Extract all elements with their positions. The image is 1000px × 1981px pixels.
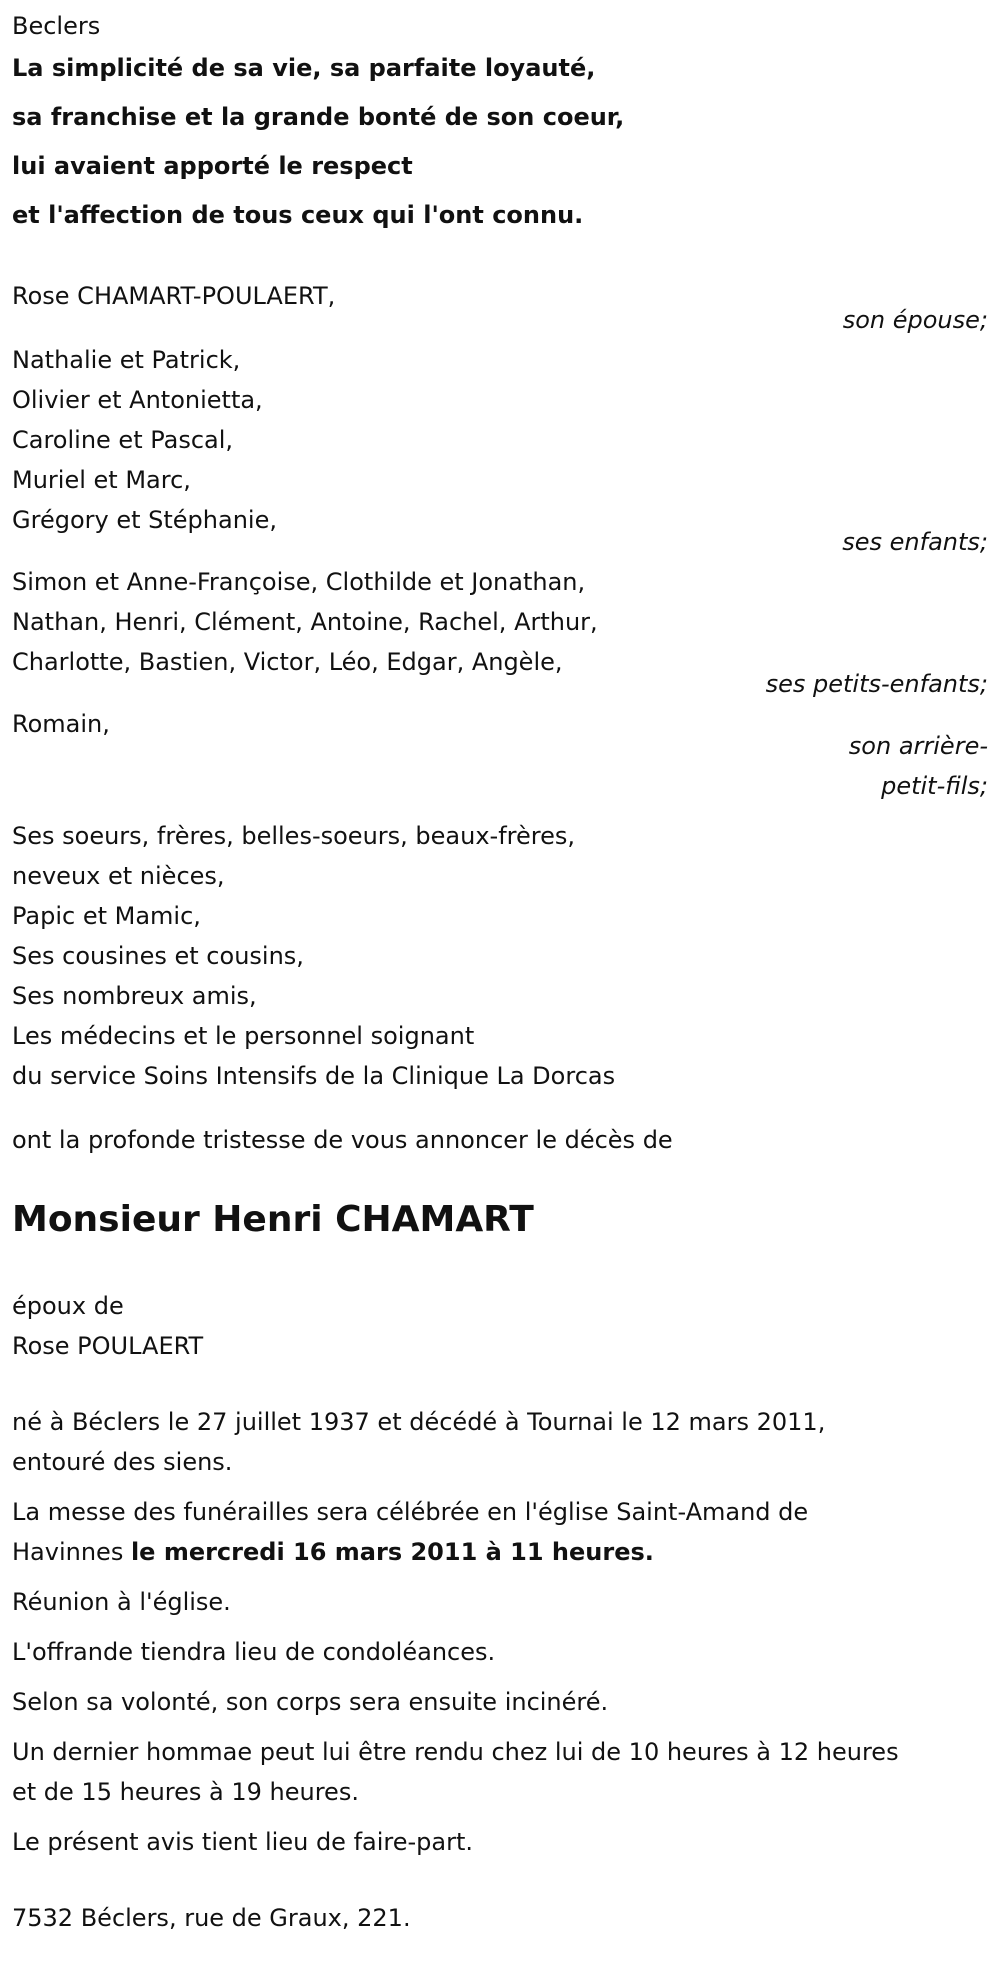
grandchildren-line: Simon et Anne-Françoise, Clothilde et Jonathan, xyxy=(12,568,586,596)
great-grandchild-relation: son arrière- xyxy=(848,732,988,760)
quote-line: et l'affection de tous ceux qui l'ont connu. xyxy=(12,201,584,229)
deceased-name: Monsieur Henri CHAMART xyxy=(12,1199,534,1240)
spouse-of-block xyxy=(12,1286,988,1366)
children-relation: ses enfants; xyxy=(842,528,988,556)
obituary-page xyxy=(0,6,1000,1981)
offering-text: L'offrande tiendra lieu de condoléances. xyxy=(12,1638,496,1666)
memorial-quote xyxy=(12,44,988,240)
relatives-line: du service Soins Intensifs de la Clinique La Dorcas xyxy=(12,1062,616,1090)
quote-line: lui avaient apporté le respect xyxy=(12,152,413,180)
spouse-block xyxy=(12,276,988,340)
notice-text: Le présent avis tient lieu de faire-part. xyxy=(12,1828,474,1856)
great-grandchild-name: Romain, xyxy=(12,710,110,738)
relatives-line: neveux et nièces, xyxy=(12,862,225,890)
relatives-line: Papic et Mamic, xyxy=(12,902,201,930)
spouse-of-name: Rose POULAERT xyxy=(12,1332,204,1360)
birth-death-line: né à Béclers le 27 juillet 1937 et décédé à Tournai le 12 mars 2011, xyxy=(12,1408,826,1436)
grandchildren-line: Nathan, Henri, Clément, Antoine, Rachel, Arthur, xyxy=(12,608,598,636)
quote-line: La simplicité de sa vie, sa parfaite loyauté, xyxy=(12,54,596,82)
obituary-content xyxy=(12,6,988,1938)
grandchildren-relation: ses petits-enfants; xyxy=(765,670,988,698)
meeting-text: Réunion à l'église. xyxy=(12,1588,231,1616)
spouse-of-label: époux de xyxy=(12,1292,124,1320)
other-relatives-block xyxy=(12,816,988,1096)
child-couple: Olivier et Antonietta, xyxy=(12,386,263,414)
great-grandchildren-block xyxy=(12,704,988,806)
child-couple: Grégory et Stéphanie, xyxy=(12,506,277,534)
child-couple: Caroline et Pascal, xyxy=(12,426,234,454)
relatives-line: Ses cousines et cousins, xyxy=(12,942,304,970)
funeral-line: La messe des funérailles sera célébrée en l'église Saint-Amand de xyxy=(12,1498,809,1526)
funeral-location: Havinnes xyxy=(12,1538,131,1566)
tribute-line: Un dernier hommae peut lui être rendu chez lui de 10 heures à 12 heures xyxy=(12,1738,899,1766)
child-couple: Muriel et Marc, xyxy=(12,466,191,494)
tribute-block xyxy=(12,1732,988,1812)
funeral-block xyxy=(12,1492,988,1572)
spouse-name: Rose CHAMART-POULAERT, xyxy=(12,282,336,310)
relatives-line: Les médecins et le personnel soignant xyxy=(12,1022,475,1050)
tribute-line: et de 15 heures à 19 heures. xyxy=(12,1778,359,1806)
grandchildren-block xyxy=(12,562,988,704)
child-couple: Nathalie et Patrick, xyxy=(12,346,241,374)
children-block xyxy=(12,340,988,562)
grandchildren-line: Charlotte, Bastien, Victor, Léo, Edgar, Angèle, xyxy=(12,648,563,676)
relatives-line: Ses nombreux amis, xyxy=(12,982,257,1010)
town-name: Beclers xyxy=(12,12,101,40)
funeral-line-date xyxy=(12,1532,988,1572)
quote-line: sa franchise et la grande bonté de son coeur, xyxy=(12,103,625,131)
birth-death-block xyxy=(12,1402,988,1482)
cremation-text: Selon sa volonté, son corps sera ensuite incinéré. xyxy=(12,1688,609,1716)
birth-death-line: entouré des siens. xyxy=(12,1448,233,1476)
relatives-line: Ses soeurs, frères, belles-soeurs, beaux-frères, xyxy=(12,822,575,850)
funeral-date: le mercredi 16 mars 2011 à 11 heures. xyxy=(130,1538,654,1566)
announcement-text: ont la profonde tristesse de vous annoncer le décès de xyxy=(12,1126,673,1154)
great-grandchild-relation: petit-fils; xyxy=(881,772,988,800)
family-address: 7532 Béclers, rue de Graux, 221. xyxy=(12,1904,411,1932)
spouse-relation: son épouse; xyxy=(842,306,988,334)
